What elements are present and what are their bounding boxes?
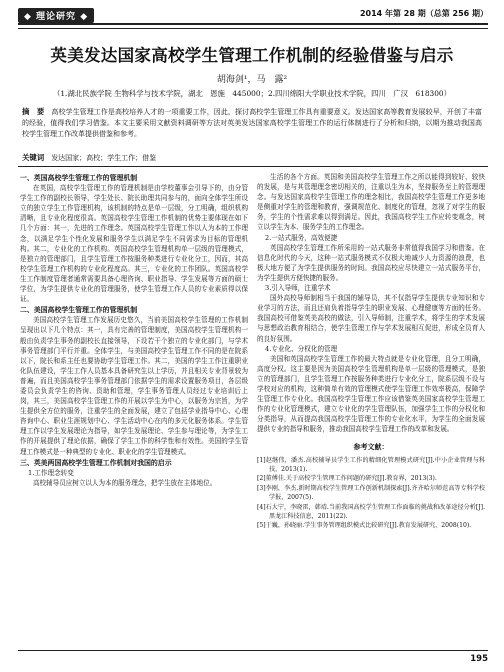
keywords-label: 关键词	[22, 153, 45, 162]
body-paragraph: 英国高校学生管理工作所采用的一站式服务非常值得我国学习和借鉴。在信息化时代的今天，这种一站式服务模式不仅极大地减少人力资源的浪费，也极大地方便了为学生提供服务的时间。我国高校应尽快建立一站式服务平台，为学生提供方便快捷的服务。	[257, 243, 485, 282]
keywords-text: 发达国家；高校；学生工作；借鉴	[51, 154, 157, 162]
reference-item: [1]赵继伟，潘杰.高校辅导员学生工作的精细化管理模式研究[J].中小企业管理与科技，2013(1).	[257, 456, 485, 473]
body-paragraph: 高校辅导员应树立以人为本的服务理念，把学生放在主体地位。	[33, 478, 217, 487]
column-tag: ◆ 理论研究 ◆	[18, 8, 94, 23]
section-heading: 一、英国高校学生管理工作的管理机制	[20, 174, 138, 182]
running-header	[18, 6, 488, 34]
page-number: 195	[470, 654, 488, 664]
section-heading: 1.工作理念转变	[28, 468, 74, 477]
right-column-body	[257, 172, 485, 434]
references-title: 参考文献：	[353, 443, 389, 452]
section-heading: 3.引入导师，注重学术	[265, 284, 331, 293]
references-list	[257, 456, 485, 531]
issue-info: 2014 年第 28 期（总第 256 期）	[359, 9, 488, 18]
reference-item: [4]石大宁，李晓雷，韩靖.当前我国高校学生管理工作面临的挑战和改革途径分析[J].黑龙江科技信息，2011(22).	[257, 503, 485, 520]
reference-item: [3]李刚，李杰.新时期高校学生管理工作创新机制探索[J].齐齐哈尔师范高等专科学校学报，2007(5).	[257, 484, 485, 502]
section-heading: 三、英美两国高校学生管理工作机制对我国的启示	[20, 458, 172, 467]
body-paragraph: 在英国，高校学生管理工作的管理机制是由学校董事会引导下的，由分管学生工作的副校长领导，学生处长、院长助理共同参与的，面向全体学生所设立的独立学生工作管理机构，该机制的特点是单一层级，分工明确，组织机构清晰，且专业化程度很高。英国高校学生管理工作机制的优势主要体现在如下几个方面：其一，先进的工作理念。英国高校学生管理工作以人为本的工作理念，以满足学生个性化发展和服务学生以满足学生不同需求为目标的管理机构。其二，专业化的工作机构。英国高校学生管理机构单一层级的管理模式，是独立的管理部门，且学生管理工作按服务种类进行专业化分工，因而，其高校学生管理工作机构的专业化程度高。其三，专业化的工作团队。英国高校学生工作制度管理者通常需要具备心理咨询、职业指导、学生发展等方面的硕士学位，为学生提供专业化的管理服务，使学生管理工作人员的专业素质得以保证。	[20, 184, 248, 304]
section-heading: 二、美国高校学生管理工作的管理机制	[20, 306, 138, 315]
abstract	[22, 106, 482, 141]
body-divider	[18, 166, 488, 167]
footer-rule	[18, 650, 488, 651]
author-affiliation: （1.湖北民族学院 生物科学与技术学院，湖北 恩施 445000；2.四川绵阳大学职业技术学院，四川 广汉 618300）	[52, 89, 452, 98]
section-heading: 4.专业化、分权化的管理	[265, 344, 338, 353]
body-column-right	[257, 172, 485, 642]
section-heading: 2.一站式服务，高效便捷	[265, 233, 338, 242]
abstract-text: 高校学生管理工作是高校培养人才的一项重要工作，因此，探讨高校学生管理工作具有重要意义。发达国家高等教育发展较早，开创了丰富的经验，值得我们学习借鉴。本文主要采用文献资料调研等方法对英美发达国家高校学生管理工作的运行体制进行了分析和归纳，以期为推动我国高校学生管理工作改革提供借鉴和参考。	[22, 108, 482, 139]
body-paragraph: 美国和英国高校学生管理工作的最大特点就是专业化管理，且分工明确，高度分权。这主要是因为美国高校学生管理机构是单一层级的管理模式，是独立的管理部门，且学生管理工作按服务种类进行专业化分工，院系层级不设与学校对应的机构，这种简单有效的管理模式使学生管理工作效率极高，保障学生管理工作专业化。我国高校学生管理工作应该借鉴英美国家高校学生管理工作的专业化管理模式，建立专业化的学生管理队伍，加强学生工作的分权化和分类指导，从而提高我国高校学生管理工作的专业化水平，为学生的全面发展提供专业的指导和服务，推动我国高校学生管理工作的改革和发展。	[257, 354, 485, 434]
body-paragraph: 国外高校导师制相当于我国的辅导员，其不仅指导学生提供专业知识和专业学习的方法，而且还肩负着指导学生的职业发展、心理健康等方面的任务。我国高校可借鉴英美高校的做法，引入导师制，注重学术，将学生的学术发展与思想政治教育相结合，使学生管理工作与学术发展相互促进，形成全员育人的良好氛围。	[257, 294, 485, 343]
reference-item: [2]董傅佳.关于高校学生管理工作问题的研究[J].教育界，2013(3).	[257, 475, 437, 483]
body-paragraph: 美国高校学生管理工作发展历史悠久，当前美国高校学生管理的工作机制呈现出以下几个特点：其一，具有完善的管理制度，美国高校学生管理机构一般由负责学生事务的副校长直接领导，下设若干个独立的专业化部门，与学术事务管理部门平行并重。全体学生，与美国高校学生管理工作不同的是在院系以下，院长和系主任也要协助学生管理工作。其二，美国的学生工作注重职业化队伍建设，学生工作人员基本具备研究生以上学历，并且相关专业背景较为普遍，而且美国高校学生事务管理部门依据学生的需求设置服务项目，各层级委员会负责学生的咨询、资助和管理，学生事务管理人员经过专业培训后上岗，其三，美国高校学生管理工作的开展以学生为中心，以服务为宗旨，为学生提供全方位的服务，注重学生的全面发展，建立了包括学业指导中心、心理咨询中心、职业生涯规划中心、学生活动中心在内的多元化服务体系。学生管理工作以学生发展理论为指导，如学生发展理论、学生参与理论等，为学生工作的开展提供了理论依据，确保了学生工作的科学性和有效性。美国的学生管理工作模式是一种典型的专业化、职业化的学生管理模式。	[20, 316, 248, 456]
article-title: 英美发达国家高校学生管理工作机制的经验借鉴与启示	[50, 46, 454, 65]
reference-item: [5]于巍，孙晓丽.学生事务管理组织模式比较研究[J].教育发展研究，2008(10).	[257, 522, 472, 530]
article-authors: 胡海剑¹，马 露²	[216, 75, 288, 85]
abstract-label: 摘 要	[22, 107, 45, 116]
header-rule	[18, 23, 488, 29]
body-column-left	[20, 172, 248, 642]
keywords	[22, 152, 482, 163]
body-paragraph: 生活的各个方面。英国和美国高校学生管理工作之所以能得到较好、较快的发展，是与其管理理念密切相关的，注重以生为本，坚持服务至上的管理理念。与发达国家高校学生管理工作的理念相比，我国高校学生管理工作更多地是侧重对学生的管理和教育，强调规范化、制度化的管理，忽视了对学生的服务，学生的个性需求难以得到满足。因此，我国高校学生工作应转变观念，树立以学生为本、服务学生的工作理念。	[257, 173, 485, 232]
